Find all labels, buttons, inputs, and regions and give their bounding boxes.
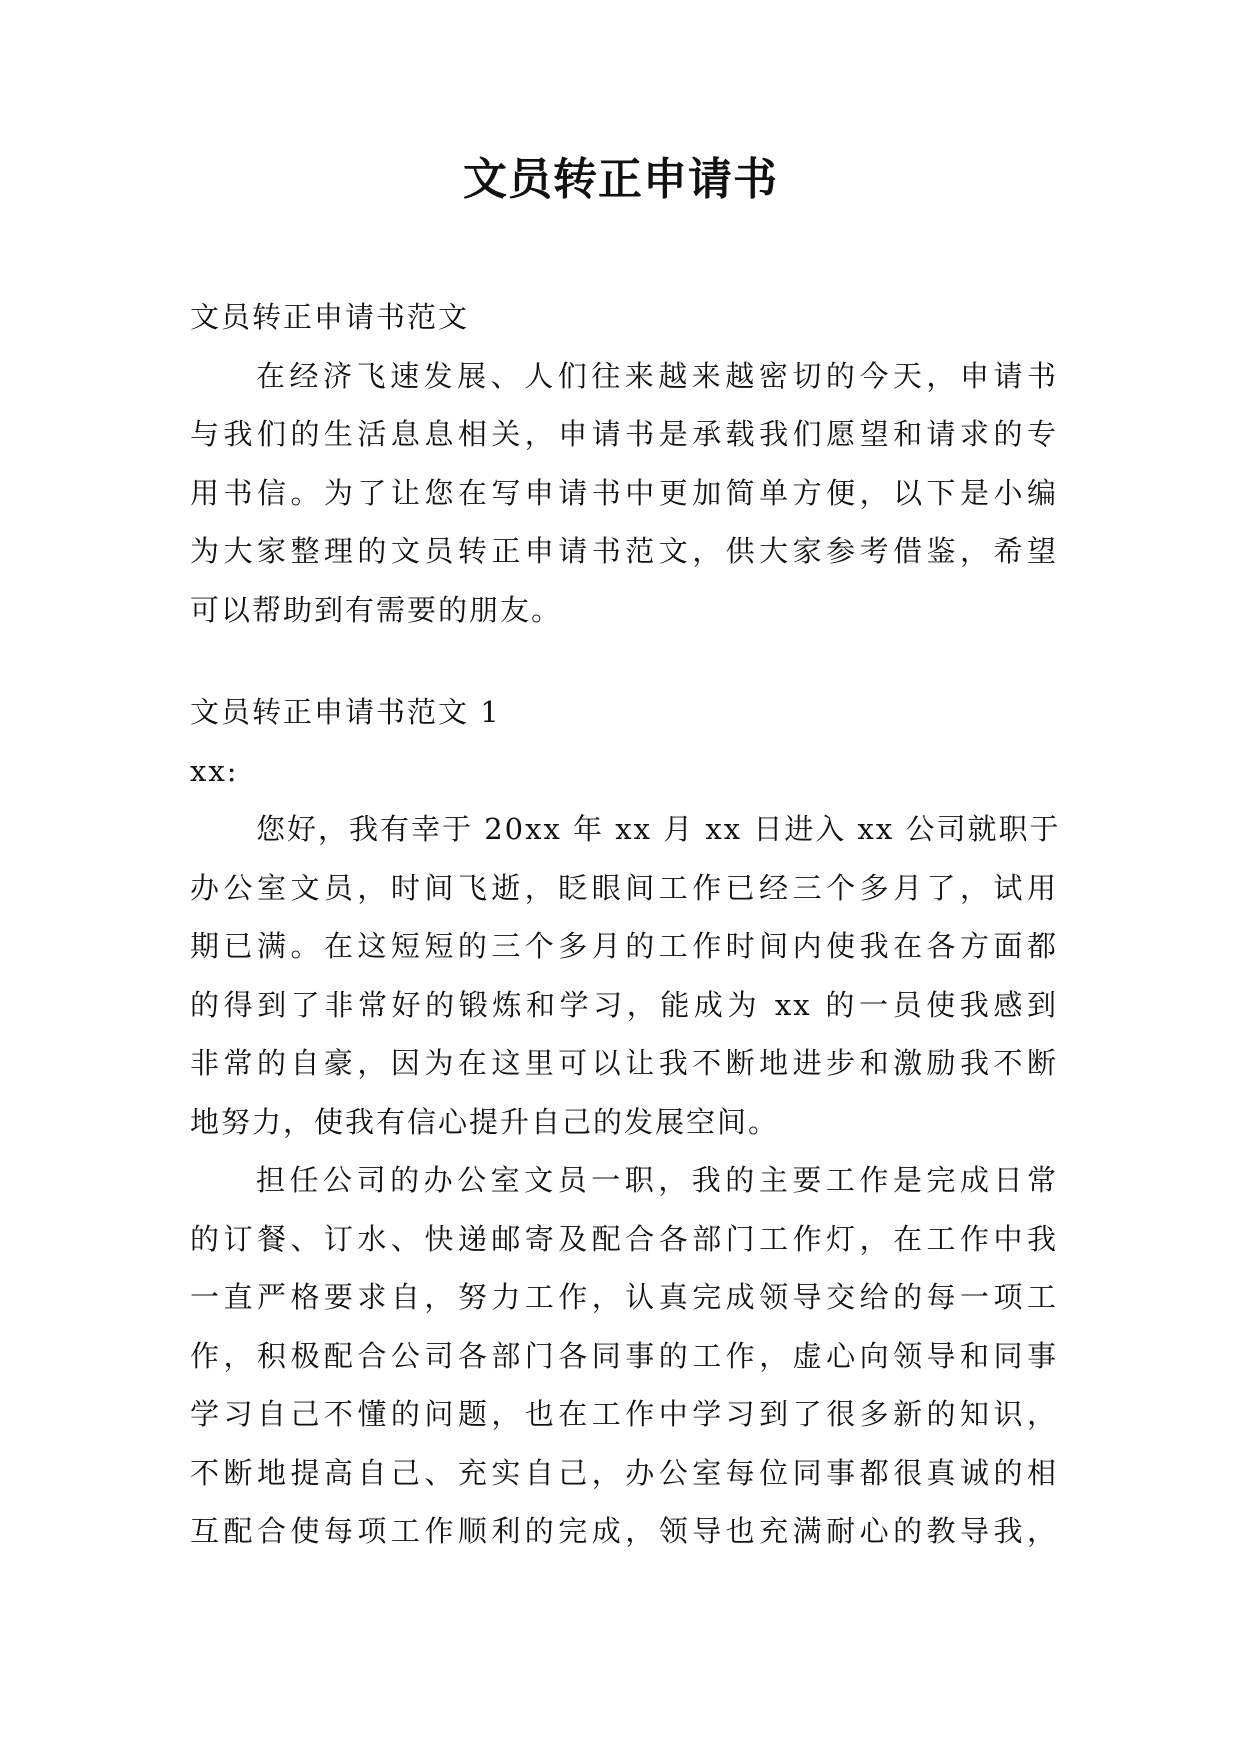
section-heading: 文员转正申请书范文 1 bbox=[190, 695, 501, 729]
paragraph-line: 一直严格要求自，努力工作，认真完成领导交给的每一项工 bbox=[190, 1280, 1058, 1314]
paragraph-line: 地努力，使我有信心提升自己的发展空间。 bbox=[190, 1104, 780, 1139]
paragraph-line: 不断地提高自己、充实自己，办公室每位同事都很真诚的相 bbox=[190, 1455, 1058, 1490]
paragraph-line: 用书信。为了让您在写申请书中更加简单方便，以下是小编 bbox=[190, 475, 1058, 510]
paragraph-line: 在经济飞速发展、人们往来越来越密切的今天，申请书 bbox=[256, 358, 1058, 393]
document-body bbox=[190, 288, 1061, 1561]
paragraph-line: 非常的自豪，因为在这里可以让我不断地进步和激励我不断 bbox=[190, 1046, 1058, 1080]
paragraph-line: 的得到了非常好的锻炼和学习，能成为 xx 的一员使我感到 bbox=[190, 987, 1058, 1022]
paragraph-line: 作，积极配合公司各部门各同事的工作，虚心向领导和同事 bbox=[190, 1338, 1058, 1373]
section-gap bbox=[190, 639, 1058, 683]
heading: 文员转正申请书范文 bbox=[190, 300, 470, 334]
paragraph-line: 与我们的生活息息相关，申请书是承载我们愿望和请求的专 bbox=[190, 417, 1058, 451]
paragraph-line: 担任公司的办公室文员一职，我的主要工作是完成日常 bbox=[256, 1163, 1058, 1197]
paragraph-line: 可以帮助到有需要的朋友。 bbox=[190, 592, 563, 627]
paragraph-line: 的订餐、订水、快递邮寄及配合各部门工作灯，在工作中我 bbox=[190, 1221, 1058, 1256]
paragraph-line: 学习自己不懂的问题，也在工作中学习到了很多新的知识， bbox=[190, 1397, 1058, 1431]
paragraph-line: 期已满。在这短短的三个多月的工作时间内使我在各方面都 bbox=[190, 929, 1058, 963]
paragraph-line: 您好，我有幸于 20xx 年 xx 月 xx 日进入 xx 公司就职于 bbox=[256, 812, 1061, 846]
paragraph-line: 互配合使每项工作顺利的完成，领导也充满耐心的教导我， bbox=[190, 1514, 1058, 1548]
paragraph-1 bbox=[190, 800, 1061, 1151]
paragraph-2 bbox=[190, 1151, 1058, 1561]
intro-paragraph bbox=[190, 347, 1058, 640]
paragraph-line: 办公室文员，时间飞逝，眨眼间工作已经三个多月了，试用 bbox=[190, 870, 1058, 905]
document-title: 文员转正申请书 bbox=[463, 154, 778, 205]
paragraph-line: 为大家整理的文员转正申请书范文，供大家参考借鉴，希望 bbox=[190, 534, 1058, 568]
salutation: xx: bbox=[190, 753, 239, 788]
